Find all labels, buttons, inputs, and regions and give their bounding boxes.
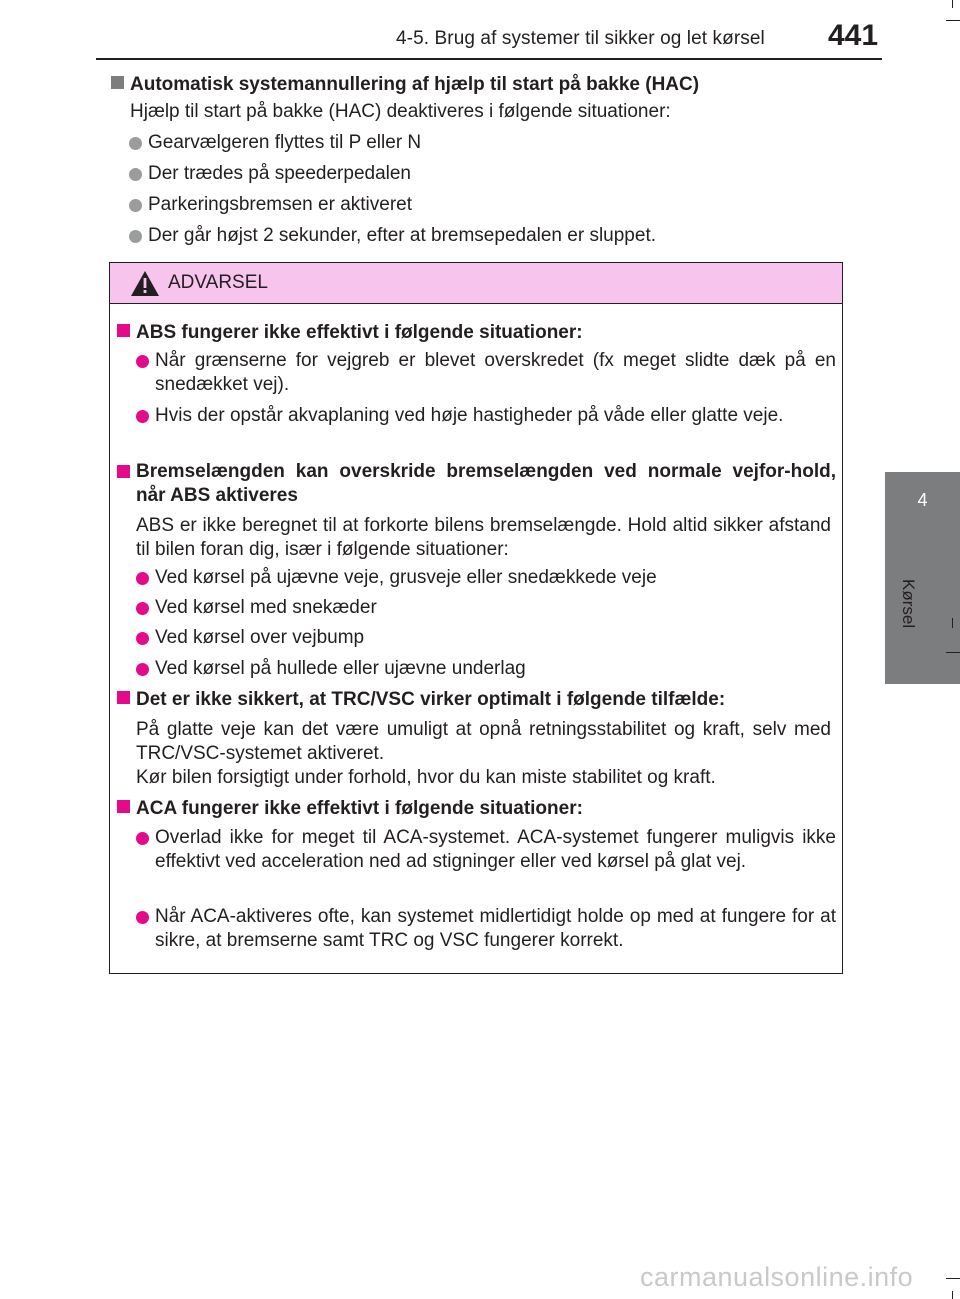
- warning-box: [109, 262, 843, 974]
- warning-header: [110, 263, 842, 304]
- crop-mark: [952, 618, 953, 628]
- crop-mark: [952, 1291, 953, 1299]
- trc-text-1: På glatte veje kan det være umuligt at opnå retningsstabilitet og kraft, selv med TRC/VSC-systemet aktiveret.: [136, 719, 831, 764]
- list-item: Ved kørsel på ujævne veje, grusveje eller snedækkede veje: [136, 566, 657, 590]
- list-item: Ved kørsel på hullede eller ujævne underlag: [136, 657, 526, 681]
- brake-text: ABS er ikke beregnet til at forkorte bilens bremselængde. Hold altid sikker afstand til bilen foran dig, især i følgende situationer:: [136, 515, 831, 560]
- bullet-dot-icon: [136, 832, 149, 845]
- crop-mark: [946, 652, 960, 653]
- list-item: Hvis der opstår akvaplaning ved høje hastigheder på våde eller glatte veje.: [136, 404, 836, 428]
- section-title: 4-5. Brug af systemer til sikker og let kørsel: [396, 28, 765, 49]
- list-item: Der går højst 2 sekunder, efter at bremsepedalen er sluppet.: [129, 224, 656, 248]
- list-item: Gearvælgeren flyttes til P eller N: [129, 131, 421, 155]
- square-bullet-icon: [117, 800, 130, 813]
- list-item: Overlad ikke for meget til ACA-systemet. ACA-systemet fungerer muligvis ikke effektivt ved acceleration ned ad stigninger eller ved kørsel på glat vej.: [136, 826, 836, 874]
- hac-intro: Hjælp til start på bakke (HAC) deaktiveres i følgende situationer:: [130, 101, 671, 122]
- bullet-dot-icon: [129, 230, 142, 243]
- bullet-dot-icon: [136, 632, 149, 645]
- list-item: Ved kørsel med snekæder: [136, 596, 377, 620]
- bullet-dot-icon: [136, 663, 149, 676]
- warning-triangle-icon: [130, 270, 160, 297]
- bullet-dot-icon: [136, 572, 149, 585]
- square-bullet-icon: [117, 324, 130, 337]
- bullet-dot-icon: [136, 410, 149, 423]
- list-item: Når ACA-aktiveres ofte, kan systemet midlertidigt holde op med at fungere for at sikre, at bremserne samt TRC og VSC fungerer korrekt.: [136, 905, 836, 953]
- bullet-dot-icon: [136, 602, 149, 615]
- header-divider: [96, 58, 882, 60]
- watermark: carmanualsonline.info: [640, 1262, 914, 1292]
- bullet-dot-icon: [129, 168, 142, 181]
- chapter-label: Kørsel: [899, 579, 918, 629]
- aca-heading: ACA fungerer ikke effektivt i følgende situationer:: [117, 797, 583, 821]
- bullet-dot-icon: [136, 355, 149, 368]
- trc-text-2: Kør bilen forsigtigt under forhold, hvor du kan miste stabilitet og kraft.: [136, 767, 716, 788]
- list-item: Der trædes på speederpedalen: [129, 162, 411, 186]
- page-number: 441: [828, 19, 879, 52]
- list-item: Når grænserne for vejgreb er blevet overskredet (fx meget slidte dæk på en snedækket vej).: [136, 349, 836, 397]
- crop-mark: [946, 20, 960, 21]
- list-item: Ved kørsel over vejbump: [136, 626, 364, 650]
- trc-heading: Det er ikke sikkert, at TRC/VSC virker optimalt i følgende tilfælde:: [117, 688, 725, 712]
- brake-heading: Bremselængden kan overskride bremselængden ved normale vejfor-hold, når ABS aktiveres: [117, 460, 836, 508]
- crop-mark: [952, 0, 953, 8]
- chapter-label-wrap: [892, 575, 932, 645]
- list-item: Parkeringsbremsen er aktiveret: [129, 193, 412, 217]
- abs-heading: ABS fungerer ikke effektivt i følgende situationer:: [117, 321, 583, 345]
- bullet-dot-icon: [129, 199, 142, 212]
- bullet-dot-icon: [129, 137, 142, 150]
- chapter-number: 4: [917, 490, 928, 510]
- square-bullet-icon: [117, 465, 130, 478]
- hac-heading: [111, 73, 699, 97]
- warning-title: ADVARSEL: [168, 272, 268, 293]
- square-bullet-icon: [111, 76, 124, 89]
- hac-heading-text: Automatisk systemannullering af hjælp til start på bakke (HAC): [130, 74, 700, 95]
- square-bullet-icon: [117, 691, 130, 704]
- crop-mark: [946, 1278, 960, 1279]
- bullet-dot-icon: [136, 911, 149, 924]
